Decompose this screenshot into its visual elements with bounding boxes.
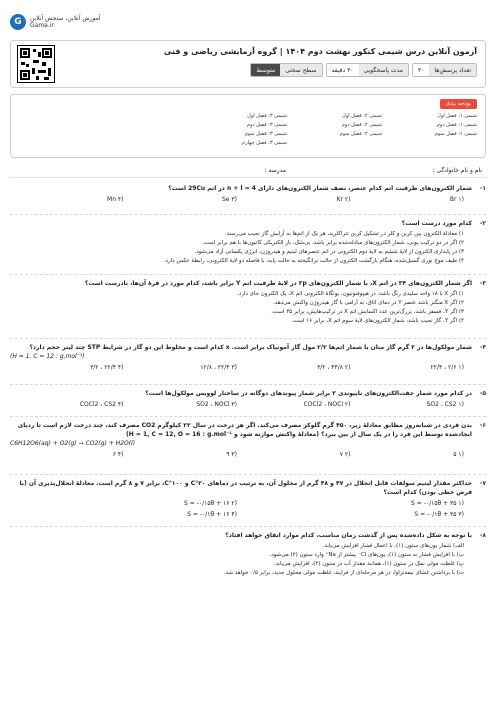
exam-info-box: [10, 40, 486, 88]
chapter-item: [287, 140, 382, 146]
student-info-row: [10, 164, 486, 178]
statement-b: ب) با افزایش فشار به ستون (۱)، یون‌های Cl⁻ بیشتر از Na⁺ وارد ستون (۲) می‌شود.: [269, 552, 464, 558]
chapter-item: شیمی ۲: فصل دوم: [341, 122, 382, 128]
option-3[interactable]: (۳ SO2 ، NOCl: [196, 401, 237, 408]
school-label[interactable]: مدرسه :: [264, 167, 286, 174]
chapter-list: [97, 113, 477, 146]
site-header: [10, 14, 486, 34]
brand-tagline: آموزش آنلاین، سنجش آنلاین: [30, 15, 101, 22]
statements: [10, 542, 486, 578]
chapter-item: شیمی ۱: فصل اول: [437, 113, 477, 119]
question-4: [10, 343, 486, 372]
option-3[interactable]: (۳ S = -۰/۱θ + ۳۵: [414, 511, 464, 518]
question-stem: کدام مورد درست است؟: [401, 220, 472, 227]
options: [10, 450, 486, 459]
question-stem: حداکثر مقدار لیتیم سولفات قابل انحلال در ۴۷ و ۴۸ گرم از محلول آن، به ترتیب در دماهای ۲۰°C و ۱۰۰°C، برابر ۷ و ۸ گرم است. معادلهٔ انحلال‌پذیری آن (با فرض خطی بودن) کدام است؟: [19, 480, 472, 496]
brand-text: [30, 15, 101, 29]
option-1[interactable]: (۱ ۲/۶ ، ۲۲/۴: [430, 364, 464, 371]
chapter-item: شیمی ۳: فصل دوم: [246, 122, 287, 128]
options: [10, 290, 486, 326]
name-label[interactable]: نام و نام خانوادگی :: [432, 167, 482, 174]
question-2: [10, 219, 486, 266]
statement-a: الف) شمار یون‌های ستون (۱)، با اعمال فشار افزایش می‌یابد.: [322, 543, 464, 549]
option-1[interactable]: (۱ S = -۰/۱۵θ + ۳۵: [411, 500, 464, 507]
chip-label: مدت پاسخگویی: [359, 64, 408, 76]
chapter-item: شیمی ۲: فصل سوم: [339, 131, 382, 137]
question-stem: شمار الکترون‌های ظرفیت اتم کدام عنصر، نصف شمار الکترون‌های دارای n + l = 4 در اتم 29Cu است؟: [168, 185, 472, 192]
chip-label: تعداد پرسش‌ها: [429, 64, 476, 76]
divider: [10, 416, 486, 417]
statement-d: ت) با برداشتن غشای نیمه‌تراوا، در هر مرحله‌ای از فرایند، غلظت مولی محلول جدید، برابر ۰/۵ خواهد شد.: [223, 570, 464, 576]
chip-value: ۳۰ دقیقه: [327, 64, 359, 76]
options: [10, 230, 486, 266]
question-number: ۴-: [479, 344, 486, 351]
question-6: [10, 421, 486, 459]
budget-tag: بودجه بندی: [440, 99, 477, 109]
question-number: ۲-: [479, 220, 486, 227]
option-1[interactable]: ۱) اگر X با ۱۸ واحد سلیدی رنگ باشد، در هیپوفنوتیون، یونگاهٔ الکترونی اتم X، یک الکترون جای دارد.: [237, 291, 464, 297]
chapter-item: [97, 113, 192, 119]
chapter-item: شیمی ۱: فصل سوم: [434, 131, 477, 137]
question-1: [10, 184, 486, 204]
chapter-item: [382, 140, 477, 146]
option-1[interactable]: (۱ SO2 ، CS2: [426, 401, 464, 408]
chip-question-count: [412, 63, 477, 77]
option-3[interactable]: (۳ ۲۲/۴ ، ۱۲/۸: [200, 364, 237, 371]
options: [10, 499, 486, 519]
qr-code-icon[interactable]: [17, 45, 55, 83]
question-stem: در کدام مورد شمار جفت‌الکترون‌های ناپیوندی ۲ برابر شمار پیوندهای دوگانه در ساختار لوویس مولکول‌ها است؟: [145, 390, 472, 397]
question-number: ۳-: [479, 280, 486, 287]
option-2[interactable]: (۲ S = -۰/۱۵θ + ۱۶: [184, 500, 237, 507]
chapter-item: شیمی ۳: فصل اول: [247, 113, 287, 119]
gama-logo-icon: G: [10, 14, 26, 30]
option-1[interactable]: ۱) معادلهٔ الکترون بین کربن و کلر در تشکیل کربن تتراکلرید، هر یک از اتم‌ها به آرایش گاز نجیب می‌رسند.: [224, 231, 464, 237]
chapter-item: [97, 131, 192, 137]
chip-difficulty: [250, 63, 322, 77]
question-5: [10, 389, 486, 409]
option-2[interactable]: (۲ ۷: [339, 451, 351, 458]
chapter-item: شیمی ۱: فصل دوم: [436, 122, 477, 128]
question-stem: با توجه به شکل داده‌شده پس از گذشت زمان مناسب، کدام موارد اتفاق خواهد افتاد؟: [225, 532, 472, 539]
statement-c: پ) غلظت مولی نمک در ستون (۱)، همانند مقدار آب در ستون (۲)، افزایش می‌یابد.: [273, 561, 464, 567]
option-4[interactable]: (۴ ۶: [112, 451, 124, 458]
chapter-item: شیمی ۳: فصل سوم: [244, 131, 287, 137]
option-4[interactable]: (۴ Mn: [107, 196, 124, 203]
question-7: [10, 479, 486, 519]
question-stem: شمار مولکول‌ها در ۲ گرم گاز متان با شمار اتم‌ها ۲/۲ مول گاز آمونیاک برابر است. x کدام است و مخلوط این دو گاز در شرایط STP چند لیتر حجم دارد؟: [29, 344, 472, 351]
option-4[interactable]: ۴) طیف موج نوری گسیل‌شده، هنگام بازگشت الکترون از حالت برانگیخته به حالت پایه، با فاصله دو لایهٔ الکترونی، رابطهٔ عکس دارد.: [163, 258, 464, 264]
question-stem: بدن فردی در شبانه‌روز مطابق معادلهٔ زیر، ۴۵۰ گرم گلوکز مصرف می‌کند. اگر هر درخت در سال ۲۲ کیلوگرم CO2 مصرف کند، چند درخت لازم است تا ردپای ایجاد‌شده توسط این فرد را در یک سال از بین ببرد؟ (معادلهٔ واکنش موازنه شود و H = 1, C = 12, O = 16 : g.mol⁻¹): [17, 422, 472, 438]
option-3[interactable]: (۳ ۹: [226, 451, 237, 458]
option-1[interactable]: (۱ Br: [449, 196, 464, 203]
option-1[interactable]: (۱ ۵: [453, 451, 464, 458]
option-4[interactable]: (۴ S = -۰/۱θ + ۱۶: [187, 511, 237, 518]
question-number: ۵-: [479, 390, 486, 397]
option-4[interactable]: (۴ COCl2 ، CS2: [79, 401, 124, 408]
brand-domain: Gama.ir: [30, 22, 54, 29]
exam-title: آزمون آنلاین درس شیمی کنکور نهشت دوم ۱۴۰۴ | گروه آزمایشی ریاضی و فنی: [163, 47, 477, 56]
question-number: ۸-: [479, 532, 486, 539]
divider: [10, 274, 486, 275]
question-formula: [10, 352, 486, 361]
question-8: [10, 531, 486, 578]
options: [10, 400, 486, 409]
option-4[interactable]: ۴) اگر Y، گاز نجیب باشد، شمار الکترون‌های لایهٔ سوم اتم X، برابر ۱۶ است.: [291, 318, 464, 324]
option-3[interactable]: (۳ Se: [222, 196, 237, 203]
option-2[interactable]: (۲ ۴۴/۸ ، ۳/۲: [317, 364, 351, 371]
reaction-equation-row: [10, 439, 486, 448]
divider: [10, 338, 486, 339]
site-brand[interactable]: [10, 14, 101, 30]
divider: [10, 526, 486, 527]
question-3: [10, 279, 486, 326]
reaction-equation: C6H12O6(aq) + O2(g) → CO2(g) + H2O(l): [10, 440, 136, 447]
question-number: ۱-: [479, 185, 486, 192]
chip-duration: [326, 63, 409, 77]
option-2[interactable]: ۲) اگر در دو ترکیب یونی، شمار الکترون‌های مبادله‌شده برابر باشد، بی‌شک، بار الکتریکی کاتیون‌ها با هم برابر است.: [201, 240, 464, 246]
chip-value: متوسط: [251, 64, 280, 76]
option-2[interactable]: (۲ Kr: [336, 196, 351, 203]
option-4[interactable]: (۴ ۲۲/۴ ، ۳/۲: [90, 364, 124, 371]
options: [10, 363, 486, 372]
chapter-item: شیمی ۳: فصل چهارم: [242, 140, 287, 146]
divider: [10, 214, 486, 215]
chapter-item: شیمی ۲: فصل اول: [342, 113, 382, 119]
chip-label: سطح سختی: [280, 64, 321, 76]
option-3[interactable]: ۳) در پایداری الکترون از لایهٔ ششم به لایهٔ دوم الکترونی در اتم عنصرهای لیتیم و هیدروژن، انرژی یکسانی آزاد می‌شود.: [194, 249, 464, 255]
question-number: ۶-: [479, 422, 486, 429]
option-2[interactable]: (۲ COCl2 ، NOCl: [303, 401, 351, 408]
question-number: ۷-: [479, 480, 486, 487]
chapter-item: [97, 122, 192, 128]
options: [10, 195, 486, 204]
budget-box: [10, 94, 486, 158]
option-2[interactable]: ۲) اگر X منگنز باشد عنصر Y در دمای اتاق، به آرامی با گاز هیدروژن واکنش می‌دهد.: [273, 300, 464, 306]
constants-formula: (H = 1, C = 12 : g.mol⁻¹): [10, 353, 85, 360]
chip-value: ۳۰: [413, 64, 429, 76]
divider: [10, 384, 486, 385]
question-stem: اگر شمار الکترون‌های ۳۴ در اتم X، با شمار الکترون‌های ۳p در لایهٔ ظرفیت اتم Y برابر باشد، کدام مورد در فرهٔ آن‌ها، نادرست است؟: [84, 280, 472, 287]
option-3[interactable]: ۳) اگر Y، فسفر باشد، بزرگ‌ترین عدد اکسایش اتم X در ترکیب‌هایش، برابر ۳۵ است.: [271, 309, 464, 315]
exam-meta-chips: [250, 63, 477, 77]
divider: [10, 474, 486, 475]
